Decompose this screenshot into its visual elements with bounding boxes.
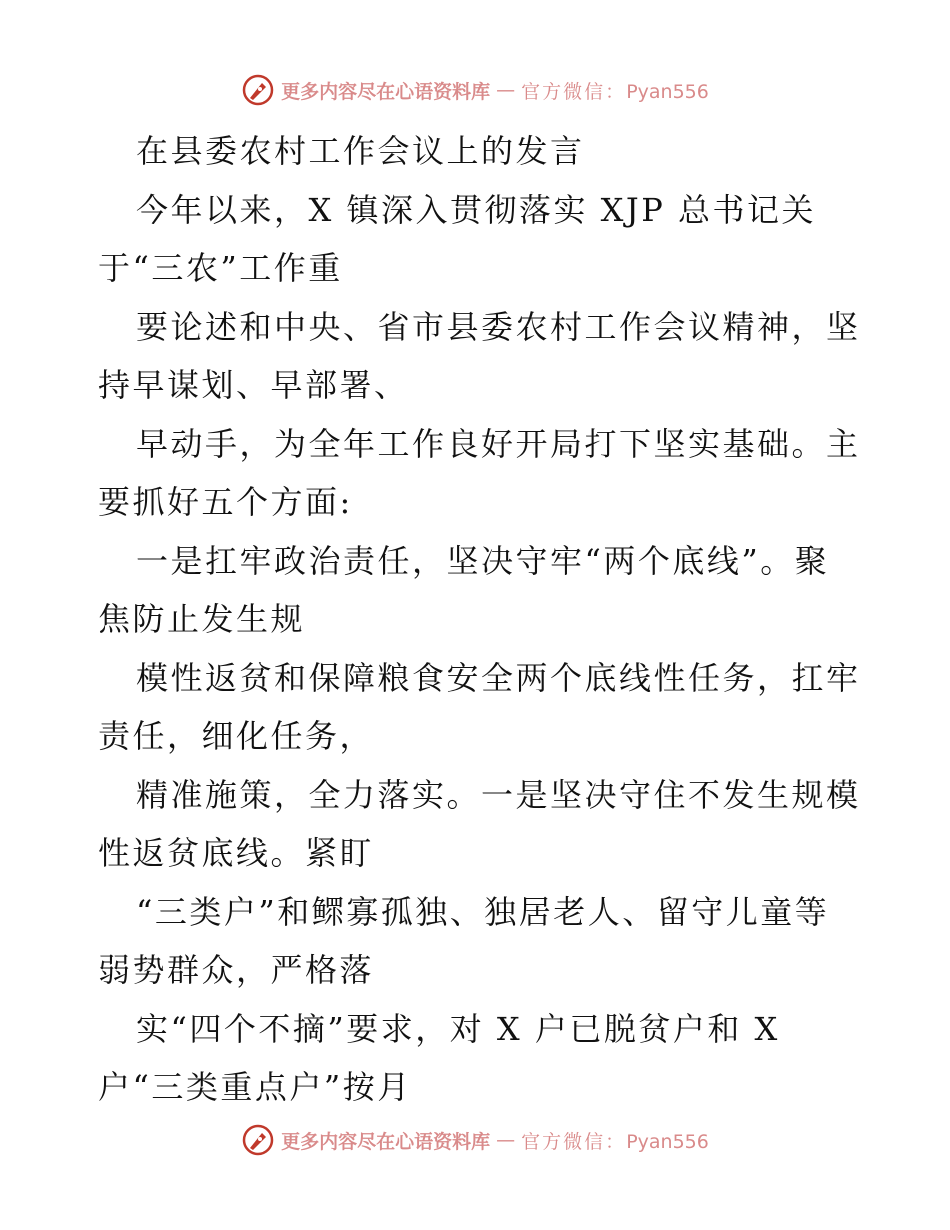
text-line: 一是扛牢政治责任，坚决守牢“两个底线”。聚 [136, 541, 830, 580]
text-line: 于“三农”工作重 [98, 249, 343, 287]
watermark-contact-label: 官方微信： [521, 80, 627, 103]
watermark-contact-id: Pyan556 [626, 1130, 709, 1153]
text-line: 精准施策，全力落实。一是坚决守住不发生规模 [136, 775, 861, 814]
watermark-text: 更多内容尽在心语资料库 [281, 80, 491, 103]
footer-watermark [0, 1120, 950, 1160]
text-line: “三类户”和鳏寡孤独、独居老人、留守儿童等 [136, 892, 830, 931]
text-line: 焦防止发生规 [98, 600, 306, 638]
document-title: 在县委农村工作会议上的发言 [136, 132, 585, 170]
document-body [98, 122, 861, 1117]
watermark-contact [521, 77, 709, 104]
watermark-separator: — [496, 1129, 516, 1151]
text-line: 早动手，为全年工作良好开局打下坚实基础。主 [136, 424, 861, 463]
watermark-text: 更多内容尽在心语资料库 [281, 1130, 491, 1153]
text-line: 性返贫底线。紧盯 [98, 834, 375, 872]
text-line: 模性返贫和保障粮食安全两个底线性任务，扛牢 [136, 658, 861, 697]
watermark-separator: — [496, 79, 516, 101]
header-watermark [0, 70, 950, 110]
text-line: 今年以来，X 镇深入贯彻落实 XJP 总书记关 [136, 190, 816, 229]
text-line: 实“四个不摘”要求，对 X 户已脱贫户和 X [136, 1009, 780, 1048]
pen-nib-icon [241, 73, 275, 107]
pen-nib-icon [241, 1123, 275, 1157]
text-line: 要论述和中央、省市县委农村工作会议精神，坚 [136, 307, 861, 346]
text-line: 要抓好五个方面: [98, 483, 353, 521]
text-line: 弱势群众，严格落 [98, 951, 375, 989]
text-line: 户“三类重点户”按月 [98, 1068, 412, 1106]
text-line: 责任，细化任务， [98, 717, 375, 755]
watermark-contact-label: 官方微信： [521, 1130, 627, 1153]
watermark-contact-id: Pyan556 [626, 80, 709, 103]
text-line: 持早谋划、早部署、 [98, 366, 409, 404]
watermark-contact [521, 1127, 709, 1154]
